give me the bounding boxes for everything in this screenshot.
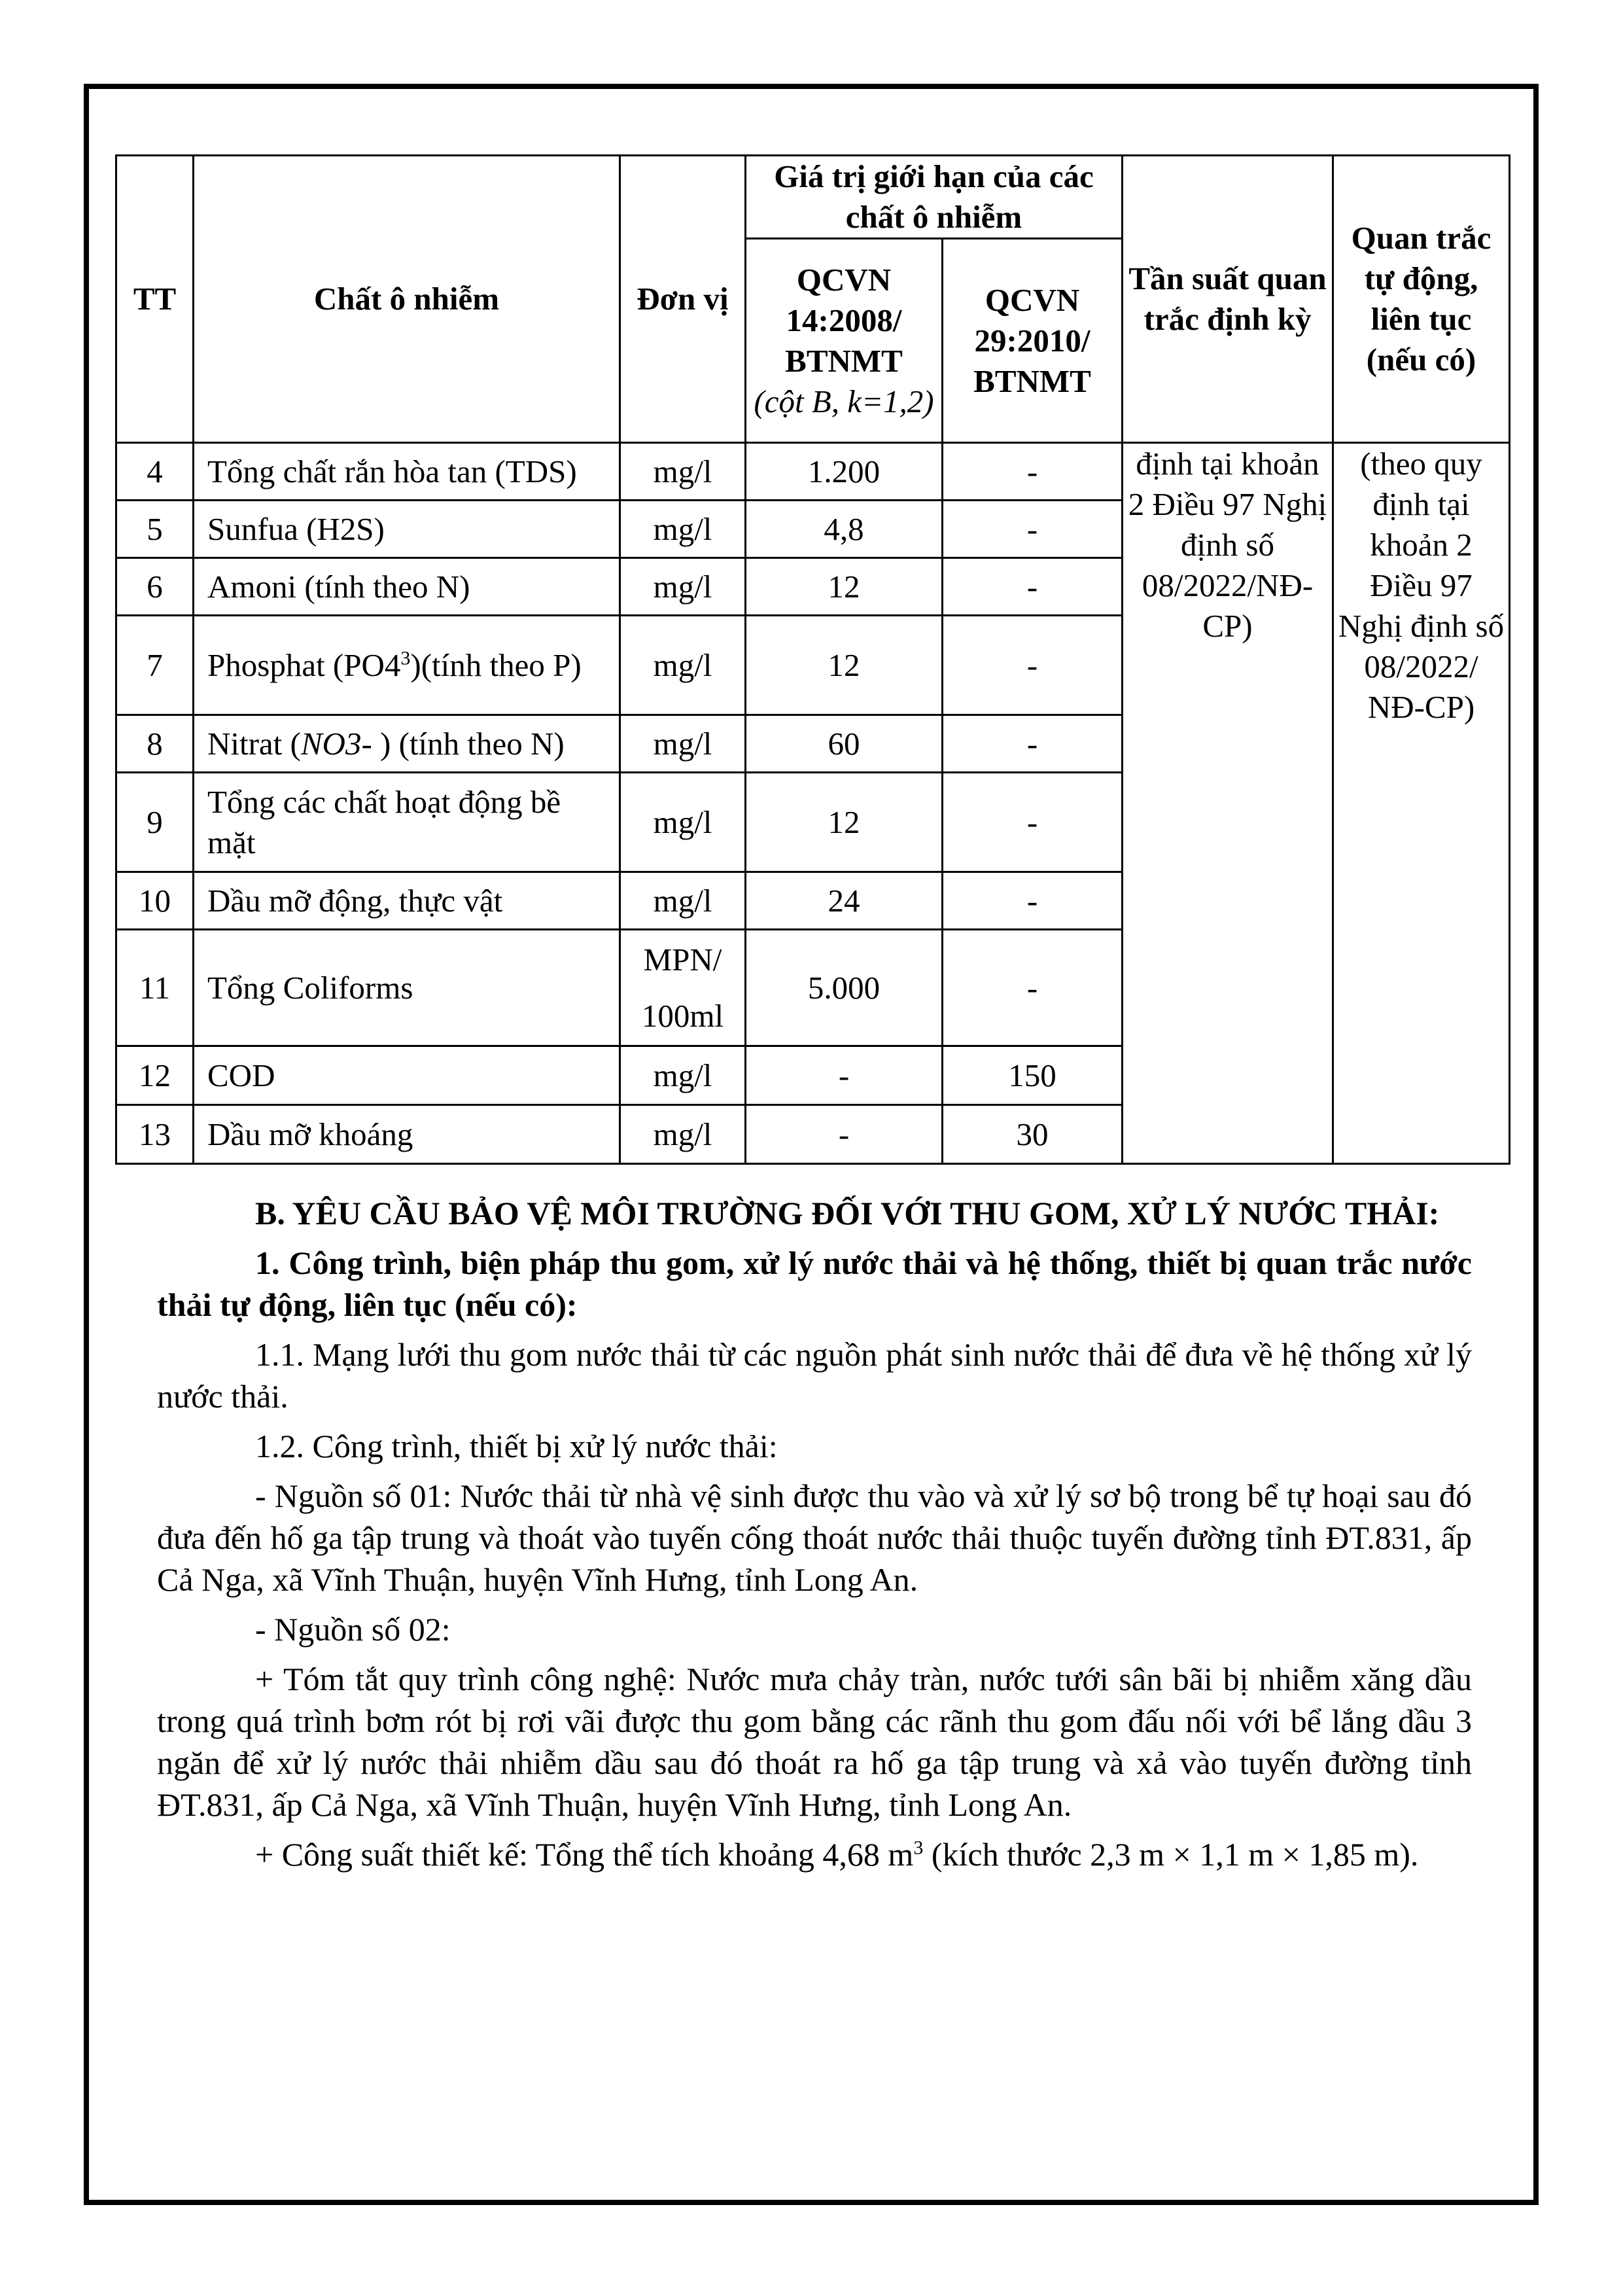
row-qcvn29: -	[943, 558, 1123, 616]
superscript: 3	[913, 1837, 924, 1859]
row-tt: 11	[116, 930, 194, 1046]
paragraph-1-1: 1.1. Mạng lưới thu gom nước thải từ các nguồn phát sinh nước thải để đưa về hệ thống xử lý nước thải.	[157, 1336, 1472, 1415]
row-qcvn29: -	[943, 501, 1123, 558]
row-name: Tổng chất rắn hòa tan (TDS)	[194, 443, 620, 501]
paragraph-source-1: - Nguồn số 01: Nước thải từ nhà vệ sinh được thu vào và xử lý sơ bộ trong bể tự hoại sau đó đưa đến hố ga tập trung và thoát vào tuyến cống thoát nước thải thuộc tuyến đường tỉnh ĐT.831, ấp Cả Nga, xã Vĩnh Thuận, huyện Vĩnh Hưng, tỉnh Long An.	[157, 1477, 1472, 1598]
row-qcvn29: -	[943, 930, 1123, 1046]
header-qcvn14-note: (cột B, k=1,2)	[754, 383, 934, 419]
row-qcvn14: 12	[746, 773, 943, 872]
row-unit	[620, 930, 746, 1046]
section-heading-1: 1. Công trình, biện pháp thu gom, xử lý nước thải và hệ thống, thiết bị quan trắc nước thải tự động, liên tục (nếu có):	[157, 1245, 1472, 1323]
row-tt: 5	[116, 501, 194, 558]
row-qcvn29: -	[943, 715, 1123, 773]
pollutant-limits-table	[115, 154, 1510, 1165]
row-unit: mg/l	[620, 872, 746, 930]
paragraph-1-2: 1.2. Công trình, thiết bị xử lý nước thải:	[255, 1428, 778, 1464]
document-body	[157, 1192, 1472, 1883]
header-qcvn14	[746, 239, 943, 443]
row-unit: mg/l	[620, 1046, 746, 1105]
header-tt: TT	[116, 156, 194, 443]
row-name: Sunfua (H2S)	[194, 501, 620, 558]
paragraph-process-summary: + Tóm tắt quy trình công nghệ: Nước mưa chảy tràn, nước tưới sân bãi bị nhiễm xăng dầu trong quá trình bơm rót bị rơi vãi được thu gom bằng các rãnh thu gom đấu nối với bể lắng dầu 3 ngăn để xử lý nước thải nhiễm dầu sau đó thoát ra hố ga tập trung và xả vào tuyến đường tỉnh ĐT.831, ấp Cả Nga, xã Vĩnh Thuận, huyện Vĩnh Hưng, tỉnh Long An.	[157, 1661, 1472, 1823]
name-part: )(tính theo P)	[410, 646, 582, 683]
header-limit-group: Giá trị giới hạn của các chất ô nhiễm	[746, 156, 1123, 239]
row-name: Tổng các chất hoạt động bề mặt	[194, 773, 620, 872]
section-heading-b: B. YÊU CẦU BẢO VỆ MÔI TRƯỜNG ĐỐI VỚI THU GOM, XỬ LÝ NƯỚC THẢI:	[255, 1195, 1440, 1231]
header-auto-monitoring: Quan trắc tự động, liên tục (nếu có)	[1333, 156, 1510, 443]
name-part: Nitrat (	[207, 725, 301, 762]
row-qcvn14: 5.000	[746, 930, 943, 1046]
name-part: Phosphat (PO4	[207, 646, 401, 683]
row-tt: 6	[116, 558, 194, 616]
row-tt: 12	[116, 1046, 194, 1105]
row-qcvn29: 150	[943, 1046, 1123, 1105]
name-part: ) (tính theo N)	[372, 725, 565, 762]
row-qcvn14: -	[746, 1046, 943, 1105]
header-frequency: Tần suất quan trắc định kỳ	[1123, 156, 1333, 443]
auto-monitoring-cell: (theo quy định tại khoản 2 Điều 97 Nghị định số 08/2022/ NĐ-CP)	[1333, 443, 1510, 1164]
row-unit: mg/l	[620, 558, 746, 616]
frequency-cell: định tại khoản 2 Điều 97 Nghị định số 08/2022/NĐ-CP)	[1123, 443, 1333, 1164]
row-qcvn29: -	[943, 616, 1123, 715]
capacity-text: + Công suất thiết kế: Tổng thể tích khoảng 4,68 m	[255, 1836, 914, 1873]
unit-line: 100ml	[641, 997, 724, 1034]
header-unit: Đơn vị	[620, 156, 746, 443]
name-italic: NO3-	[300, 725, 372, 762]
row-name: Dầu mỡ động, thực vật	[194, 872, 620, 930]
row-tt: 9	[116, 773, 194, 872]
row-name: Dầu mỡ khoáng	[194, 1105, 620, 1164]
row-qcvn14: 4,8	[746, 501, 943, 558]
capacity-text: (kích thước 2,3 m × 1,1 m × 1,85 m).	[923, 1836, 1419, 1873]
row-name	[194, 616, 620, 715]
superscript: 3	[400, 647, 411, 669]
row-qcvn29: -	[943, 443, 1123, 501]
row-unit: mg/l	[620, 773, 746, 872]
row-unit: mg/l	[620, 443, 746, 501]
header-qcvn29: QCVN 29:2010/ BTNMT	[943, 239, 1123, 443]
row-name	[194, 715, 620, 773]
row-qcvn29: 30	[943, 1105, 1123, 1164]
row-tt: 8	[116, 715, 194, 773]
row-qcvn14: 12	[746, 558, 943, 616]
row-unit: mg/l	[620, 715, 746, 773]
table-row	[116, 443, 1510, 501]
row-qcvn29: -	[943, 872, 1123, 930]
row-qcvn29: -	[943, 773, 1123, 872]
row-tt: 10	[116, 872, 194, 930]
row-qcvn14: 12	[746, 616, 943, 715]
row-qcvn14: 1.200	[746, 443, 943, 501]
row-qcvn14: 60	[746, 715, 943, 773]
paragraph-design-capacity	[157, 1833, 1472, 1875]
row-qcvn14: 24	[746, 872, 943, 930]
row-tt: 13	[116, 1105, 194, 1164]
header-qcvn14-title: QCVN 14:2008/ BTNMT	[785, 261, 903, 379]
row-tt: 4	[116, 443, 194, 501]
header-pollutant: Chất ô nhiễm	[194, 156, 620, 443]
unit-line: MPN/	[643, 941, 722, 978]
row-name: COD	[194, 1046, 620, 1105]
row-unit: mg/l	[620, 501, 746, 558]
row-unit: mg/l	[620, 616, 746, 715]
row-qcvn14: -	[746, 1105, 943, 1164]
paragraph-source-2: - Nguồn số 02:	[255, 1611, 451, 1648]
row-tt: 7	[116, 616, 194, 715]
row-name: Amoni (tính theo N)	[194, 558, 620, 616]
row-name: Tổng Coliforms	[194, 930, 620, 1046]
row-unit: mg/l	[620, 1105, 746, 1164]
